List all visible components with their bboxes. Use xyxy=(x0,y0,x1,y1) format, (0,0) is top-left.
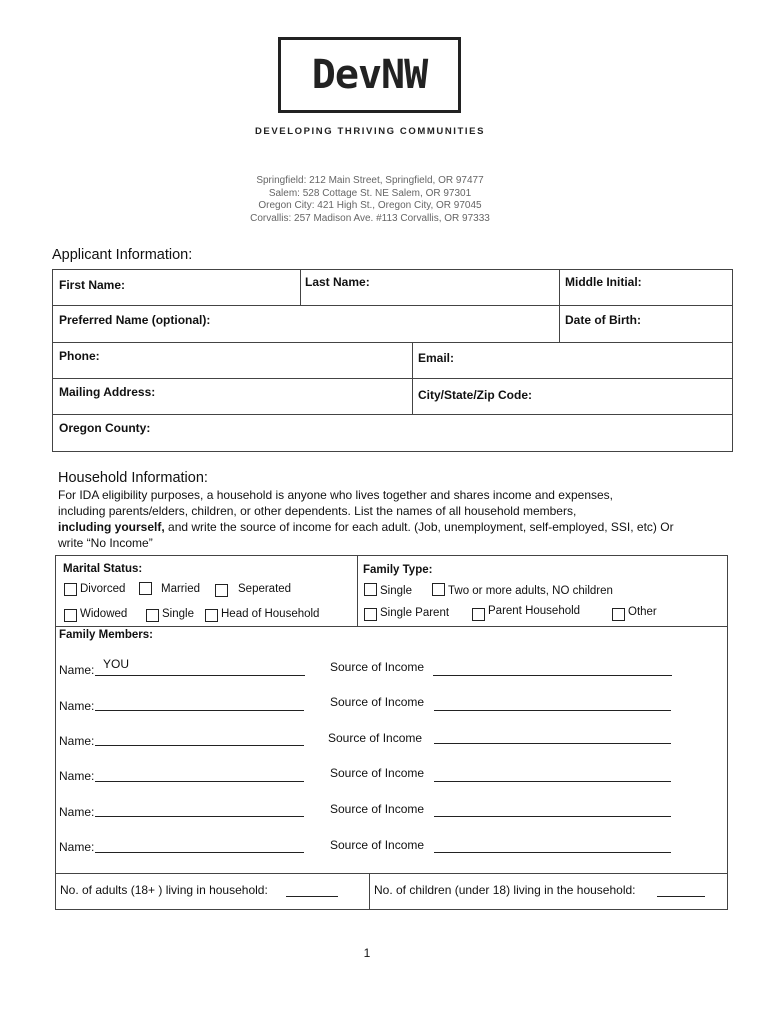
family-type-label: Family Type: xyxy=(363,564,433,576)
widowed-option-label: Widowed xyxy=(80,608,128,620)
children-count-field[interactable] xyxy=(369,873,728,910)
status-type-divider xyxy=(357,555,358,627)
member-1-name-value: YOU xyxy=(103,657,130,671)
member-1-source-line[interactable] xyxy=(433,675,672,676)
last-name-label: Last Name: xyxy=(305,275,370,289)
member-3-name-label: Name: xyxy=(59,734,95,748)
mailing-address-field[interactable] xyxy=(52,378,413,415)
member-4-name-label: Name: xyxy=(59,769,95,783)
household-desc-line-4: write “No Income” xyxy=(58,536,153,550)
logo-tagline: DEVELOPING THRIVING COMMUNITIES xyxy=(254,126,486,137)
member-5-source-line[interactable] xyxy=(434,816,671,817)
address-corvallis: Corvallis: 257 Madison Ave. #113 Corvallis, OR 97333 xyxy=(250,213,490,224)
mailing-address-label: Mailing Address: xyxy=(59,385,156,399)
children-count-line[interactable] xyxy=(657,896,705,897)
member-3-source-label: Source of Income xyxy=(328,731,423,745)
household-desc-bold: including yourself, xyxy=(58,520,165,534)
single-family-checkbox[interactable] xyxy=(364,583,377,596)
household-desc-line-1: For IDA eligibility purposes, a household is anyone who lives together and shares income and expenses, xyxy=(58,488,613,502)
other-family-option-label: Other xyxy=(628,606,657,618)
family-members-label: Family Members: xyxy=(59,629,153,641)
member-5-name-label: Name: xyxy=(59,805,95,819)
phone-field[interactable] xyxy=(52,342,413,379)
member-2-source-label: Source of Income xyxy=(330,695,425,709)
member-4-source-label: Source of Income xyxy=(330,766,425,780)
parent-household-checkbox[interactable] xyxy=(472,608,485,621)
city-state-zip-label: City/State/Zip Code: xyxy=(418,388,533,402)
two-or-more-adults-checkbox[interactable] xyxy=(432,583,445,596)
other-family-checkbox[interactable] xyxy=(612,608,625,621)
single-family-option-label: Single xyxy=(380,585,412,597)
member-2-name-label: Name: xyxy=(59,699,95,713)
member-5-name-line[interactable] xyxy=(95,816,304,817)
first-name-label: First Name: xyxy=(59,278,126,292)
household-desc-line-2: including parents/elders, children, or other dependents. List the names of all household members, xyxy=(58,504,577,518)
member-3-source-line[interactable] xyxy=(434,743,671,744)
marital-status-label: Marital Status: xyxy=(63,563,143,575)
date-of-birth-label: Date of Birth: xyxy=(565,313,641,327)
separated-checkbox[interactable] xyxy=(215,584,228,597)
middle-initial-label: Middle Initial: xyxy=(565,275,642,289)
first-name-field[interactable] xyxy=(52,269,301,306)
address-salem: Salem: 528 Cottage St. NE Salem, OR 97301 xyxy=(268,188,472,199)
member-6-name-line[interactable] xyxy=(95,852,304,853)
adults-count-label: No. of adults (18+ ) living in household: xyxy=(60,883,268,897)
household-description xyxy=(58,487,708,551)
household-desc-rest: and write the source of income for each adult. (Job, unemployment, self-employed, SSI, etc) Or xyxy=(164,520,674,534)
middle-initial-field[interactable] xyxy=(559,269,733,306)
member-6-name-label: Name: xyxy=(59,840,95,854)
applicant-section-title: Applicant Information: xyxy=(52,247,193,263)
date-of-birth-field[interactable] xyxy=(559,305,733,343)
logo xyxy=(278,37,461,113)
member-1-name-line[interactable] xyxy=(95,675,305,676)
email-field[interactable] xyxy=(412,342,733,379)
separated-option-label: Seperated xyxy=(238,583,292,595)
member-2-source-line[interactable] xyxy=(434,710,671,711)
member-4-source-line[interactable] xyxy=(434,781,671,782)
member-2-name-line[interactable] xyxy=(95,710,304,711)
single-parent-checkbox[interactable] xyxy=(364,608,377,621)
household-desc-line-3 xyxy=(58,519,708,535)
address-springfield: Springfield: 212 Main Street, Springfield, OR 97477 xyxy=(256,175,484,186)
single-marital-checkbox[interactable] xyxy=(146,609,159,622)
member-4-name-line[interactable] xyxy=(95,781,304,782)
member-1-name-label: Name: xyxy=(59,663,95,677)
address-oregon-city: Oregon City: 421 High St., Oregon City, OR 97045 xyxy=(258,200,482,211)
single-parent-option-label: Single Parent xyxy=(380,607,450,619)
phone-label: Phone: xyxy=(59,349,100,363)
divorced-checkbox[interactable] xyxy=(64,583,77,596)
member-6-source-line[interactable] xyxy=(434,852,671,853)
member-3-name-line[interactable] xyxy=(95,745,304,746)
email-label: Email: xyxy=(418,351,455,365)
parent-household-option-label: Parent Household xyxy=(488,605,581,617)
single-marital-option-label: Single xyxy=(162,608,194,620)
last-name-field[interactable] xyxy=(300,269,560,306)
adults-count-line[interactable] xyxy=(286,896,338,897)
page-number: 1 xyxy=(363,946,371,960)
member-1-source-label: Source of Income xyxy=(330,660,425,674)
member-5-source-label: Source of Income xyxy=(330,802,425,816)
two-or-more-adults-option-label: Two or more adults, NO children xyxy=(448,585,613,597)
head-of-household-checkbox[interactable] xyxy=(205,609,218,622)
member-6-source-label: Source of Income xyxy=(330,838,425,852)
children-count-label: No. of children (under 18) living in the household: xyxy=(374,883,636,897)
city-state-zip-field[interactable] xyxy=(412,378,733,415)
married-option-label: Married xyxy=(161,583,200,595)
oregon-county-label: Oregon County: xyxy=(59,421,151,435)
logo-text: DevNW xyxy=(311,52,428,98)
head-of-household-option-label: Head of Household xyxy=(221,608,320,620)
household-section-title: Household Information: xyxy=(58,470,208,486)
widowed-checkbox[interactable] xyxy=(64,609,77,622)
married-checkbox[interactable] xyxy=(139,582,152,595)
divorced-option-label: Divorced xyxy=(80,583,126,595)
adults-count-field[interactable] xyxy=(55,873,370,910)
preferred-name-label: Preferred Name (optional): xyxy=(59,313,211,327)
preferred-name-field[interactable] xyxy=(52,305,560,343)
oregon-county-field[interactable] xyxy=(52,414,733,452)
